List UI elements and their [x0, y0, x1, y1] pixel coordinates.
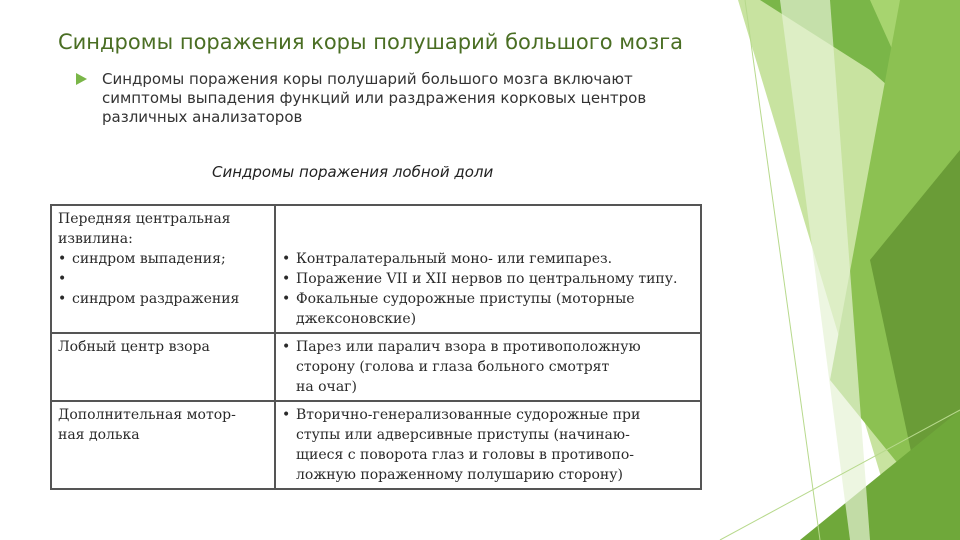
list-item: • синдром выпадения; [58, 249, 268, 269]
item-line: ступы или адверсивные приступы (начинаю- [296, 427, 630, 443]
slide-title: Синдромы поражения коры полушарий большого мозга [58, 30, 684, 54]
cell-list [282, 337, 694, 397]
intro-line: симптомы выпадения функций или раздражения корковых центров [102, 89, 647, 107]
list-item [282, 269, 694, 289]
table-row [51, 205, 701, 333]
item-line: джексоновские) [296, 311, 417, 327]
cell-spacer [282, 209, 694, 249]
table-caption: Синдромы поражения лобной доли [212, 163, 494, 181]
intro-line: Синдромы поражения коры полушарий большого мозга включают [102, 70, 633, 88]
cell-line: ная долька [58, 427, 140, 443]
list-item [282, 337, 694, 397]
table-row [51, 401, 701, 489]
item-line: щиеся с поворота глаз и головы в противопо- [296, 447, 634, 463]
item-line: • Парез или паралич взора в противоположную [296, 339, 641, 355]
item-line: ложную пораженному полушарию сторону) [296, 467, 623, 483]
list-item: • синдром раздражения [58, 289, 268, 309]
arrow-bullet-icon [76, 73, 87, 85]
list-item [282, 249, 694, 269]
cell-list [58, 249, 268, 309]
table-cell-left [51, 205, 275, 333]
list-item [282, 405, 694, 485]
intro-line: различных анализаторов [102, 108, 303, 126]
table-cell-right [275, 401, 701, 489]
syndromes-table [50, 204, 702, 490]
cell-heading-line: извилина: [58, 231, 133, 247]
table-cell-left [51, 333, 275, 401]
item-line: Поражение VII и XII нервов по центральному типу. [296, 271, 678, 287]
cell-list [282, 249, 694, 329]
item-line: • Фокальные судорожные приступы (моторные [296, 291, 635, 307]
item-line: Контралатеральный моно- или гемипарез. [296, 251, 613, 267]
item-line: сторону (голова и глаза больного смотрят [296, 359, 610, 375]
cell-line: Дополнительная мотор- [58, 407, 236, 423]
intro-text [102, 70, 702, 127]
table-cell-right [275, 205, 701, 333]
cell-line: Лобный центр взора [58, 339, 210, 355]
cell-list [282, 405, 694, 485]
list-item [282, 289, 694, 329]
table-row [51, 333, 701, 401]
cell-heading-line: Передняя центральная [58, 211, 231, 227]
list-spacer [58, 269, 268, 289]
table-cell-left [51, 401, 275, 489]
item-line: на очаг) [296, 379, 357, 395]
item-line: • Вторично-генерализованные судорожные при [296, 407, 641, 423]
table-cell-right [275, 333, 701, 401]
